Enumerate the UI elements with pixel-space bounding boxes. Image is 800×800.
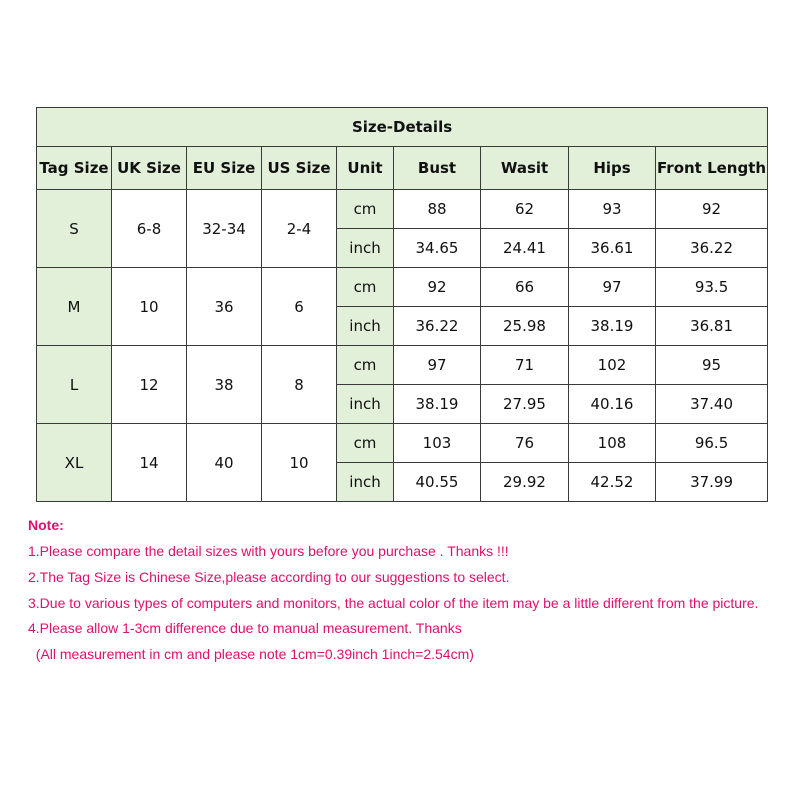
- bust-inch-cell: 36.22: [394, 307, 481, 346]
- header-eu-size: EU Size: [187, 147, 262, 190]
- waist-inch-cell: 27.95: [481, 385, 569, 424]
- front-length-inch-cell: 37.99: [656, 463, 768, 502]
- front-length-cm-cell: 93.5: [656, 268, 768, 307]
- hips-inch-cell: 36.61: [569, 229, 656, 268]
- front-length-inch-cell: 37.40: [656, 385, 768, 424]
- us-size-cell: 2-4: [262, 190, 337, 268]
- table-row: [37, 190, 768, 229]
- us-size-cell: 8: [262, 346, 337, 424]
- note-line-4: 4.Please allow 1-3cm difference due to manual measurement. Thanks: [28, 620, 462, 636]
- unit-cell: cm: [337, 268, 394, 307]
- unit-cell: cm: [337, 424, 394, 463]
- table-row: [37, 346, 768, 385]
- uk-size-cell: 10: [112, 268, 187, 346]
- header-hips: Hips: [569, 147, 656, 190]
- eu-size-cell: 36: [187, 268, 262, 346]
- table-row: [37, 424, 768, 463]
- tag-size-cell: L: [37, 346, 112, 424]
- front-length-cm-cell: 95: [656, 346, 768, 385]
- hips-cm-cell: 108: [569, 424, 656, 463]
- tag-size-cell: XL: [37, 424, 112, 502]
- uk-size-cell: 6-8: [112, 190, 187, 268]
- hips-inch-cell: 42.52: [569, 463, 656, 502]
- waist-inch-cell: 25.98: [481, 307, 569, 346]
- eu-size-cell: 38: [187, 346, 262, 424]
- header-uk-size: UK Size: [112, 147, 187, 190]
- unit-cell: inch: [337, 229, 394, 268]
- eu-size-cell: 32-34: [187, 190, 262, 268]
- note-line-2: 2.The Tag Size is Chinese Size,please according to our suggestions to select.: [28, 569, 510, 585]
- waist-cm-cell: 66: [481, 268, 569, 307]
- bust-inch-cell: 38.19: [394, 385, 481, 424]
- bust-cm-cell: 103: [394, 424, 481, 463]
- hips-cm-cell: 102: [569, 346, 656, 385]
- note-title: Note:: [28, 517, 64, 533]
- unit-cell: cm: [337, 346, 394, 385]
- tag-size-cell: S: [37, 190, 112, 268]
- hips-cm-cell: 97: [569, 268, 656, 307]
- front-length-inch-cell: 36.22: [656, 229, 768, 268]
- header-tag-size: Tag Size: [37, 147, 112, 190]
- us-size-cell: 6: [262, 268, 337, 346]
- table-title: Size-Details: [37, 108, 768, 147]
- uk-size-cell: 12: [112, 346, 187, 424]
- uk-size-cell: 14: [112, 424, 187, 502]
- note-line-1: 1.Please compare the detail sizes with yours before you purchase . Thanks !!!: [28, 543, 509, 559]
- us-size-cell: 10: [262, 424, 337, 502]
- waist-cm-cell: 76: [481, 424, 569, 463]
- bust-inch-cell: 34.65: [394, 229, 481, 268]
- unit-cell: cm: [337, 190, 394, 229]
- header-us-size: US Size: [262, 147, 337, 190]
- header-front-length: Front Length: [656, 147, 768, 190]
- waist-inch-cell: 29.92: [481, 463, 569, 502]
- tag-size-cell: M: [37, 268, 112, 346]
- header-bust: Bust: [394, 147, 481, 190]
- unit-cell: inch: [337, 385, 394, 424]
- size-details-table: [36, 107, 768, 502]
- hips-inch-cell: 38.19: [569, 307, 656, 346]
- waist-inch-cell: 24.41: [481, 229, 569, 268]
- eu-size-cell: 40: [187, 424, 262, 502]
- front-length-inch-cell: 36.81: [656, 307, 768, 346]
- waist-cm-cell: 71: [481, 346, 569, 385]
- header-waist: Wasit: [481, 147, 569, 190]
- note-line-3: 3.Due to various types of computers and monitors, the actual color of the item may be a little different from the picture.: [28, 595, 759, 611]
- waist-cm-cell: 62: [481, 190, 569, 229]
- table-row: [37, 268, 768, 307]
- front-length-cm-cell: 96.5: [656, 424, 768, 463]
- bust-cm-cell: 88: [394, 190, 481, 229]
- note-line-5: (All measurement in cm and please note 1cm=0.39inch 1inch=2.54cm): [28, 646, 474, 662]
- bust-cm-cell: 97: [394, 346, 481, 385]
- header-unit: Unit: [337, 147, 394, 190]
- bust-inch-cell: 40.55: [394, 463, 481, 502]
- unit-cell: inch: [337, 463, 394, 502]
- unit-cell: inch: [337, 307, 394, 346]
- hips-inch-cell: 40.16: [569, 385, 656, 424]
- bust-cm-cell: 92: [394, 268, 481, 307]
- front-length-cm-cell: 92: [656, 190, 768, 229]
- hips-cm-cell: 93: [569, 190, 656, 229]
